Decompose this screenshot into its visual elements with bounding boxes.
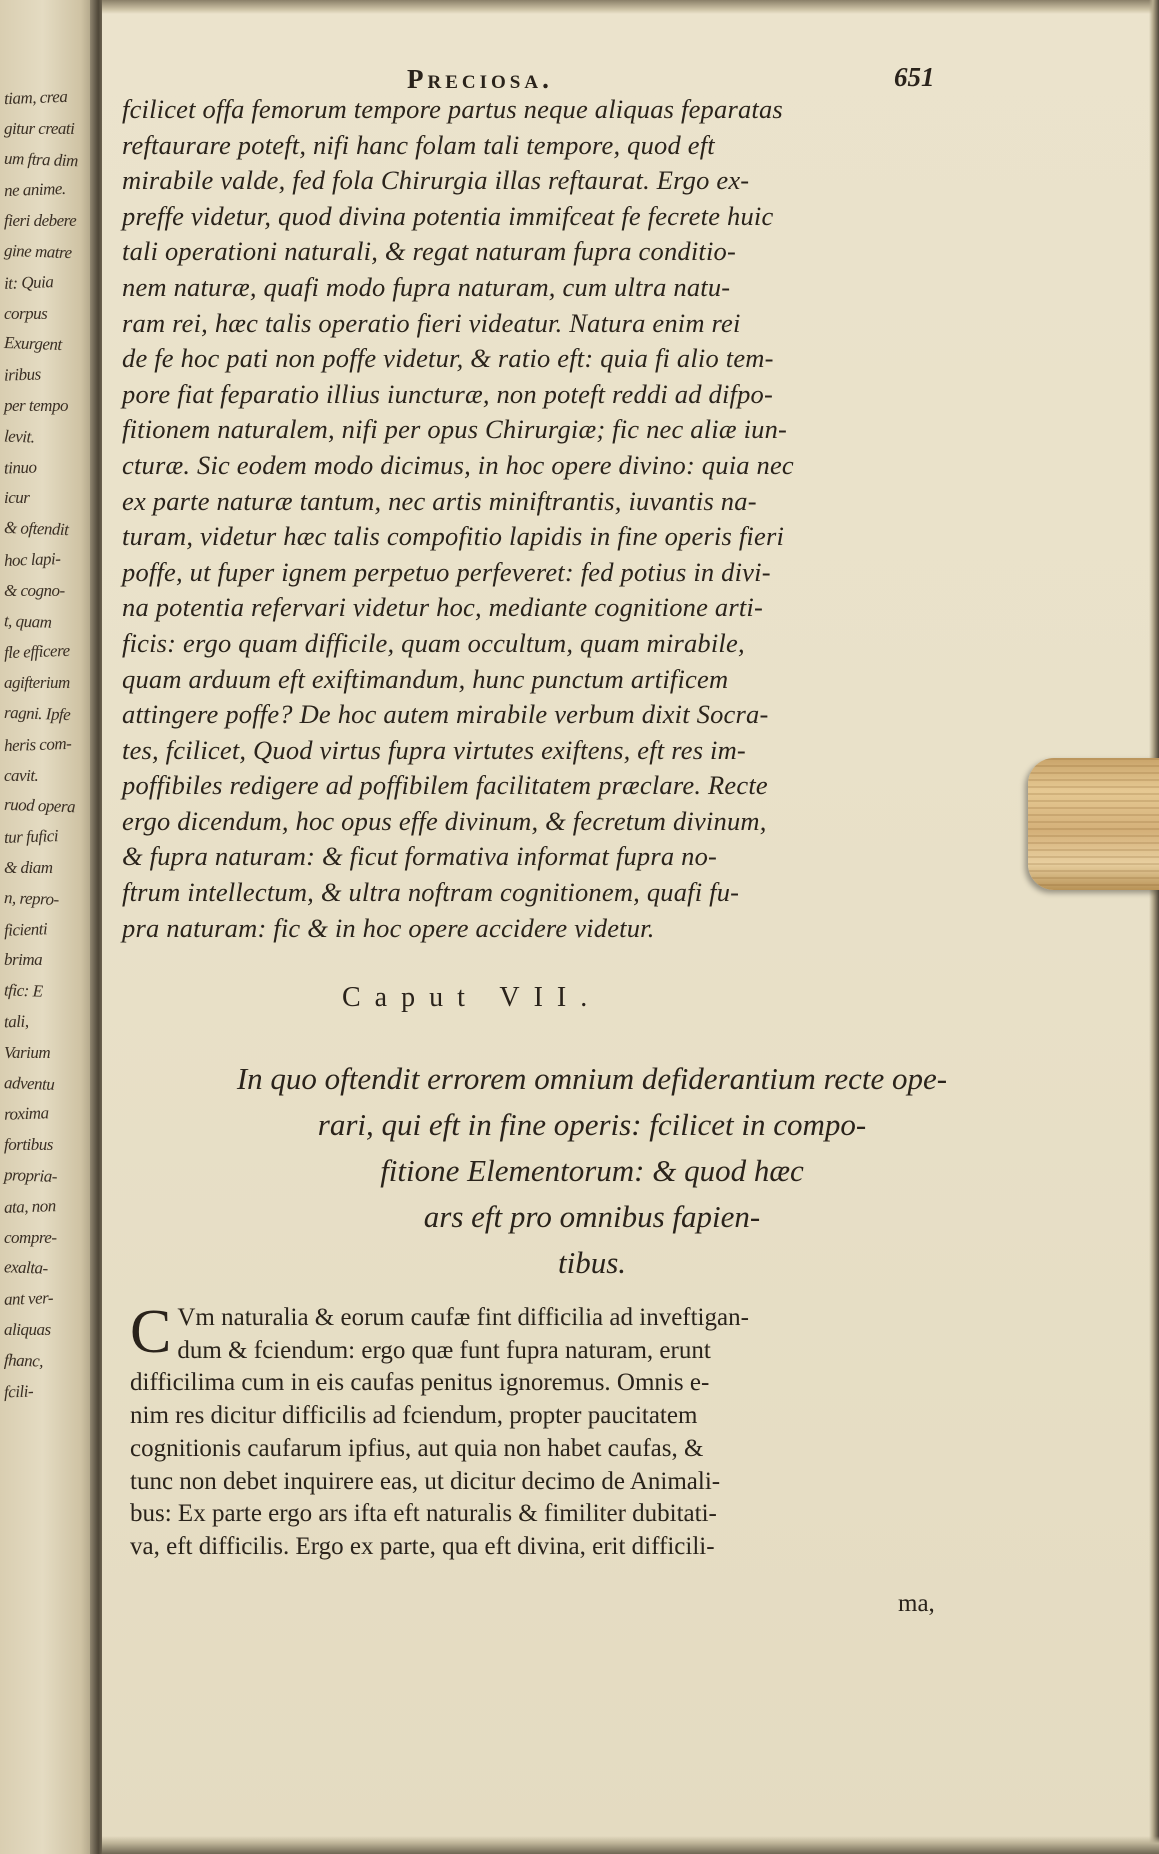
facing-page-fragment: icur <box>4 488 30 508</box>
page-bottom-edge <box>102 1836 1159 1854</box>
bookmark-ribbon <box>1028 758 1159 890</box>
facing-page-fragment: tfic: E <box>3 980 43 1001</box>
text-line: pore fiat feparatio illius iuncturæ, non poteft reddi ad difpo- <box>122 378 774 409</box>
chapter-title <box>112 1056 1072 1286</box>
facing-page-fragment: Exurgent <box>3 333 63 355</box>
chapter-title-line: ars eft pro omnibus fapien- <box>423 1199 761 1234</box>
chapter-title-line: rari, qui eft in fine operis: fcilicet in compo- <box>317 1107 867 1142</box>
text-line: tali operationi naturali, & regat naturam fupra conditio- <box>122 236 737 267</box>
facing-page-fragment: tinuo <box>3 457 37 478</box>
facing-page-fragment: & diam <box>4 858 53 877</box>
text-line: turam, videtur hæc talis compofitio lapidis in fine operis fieri <box>122 521 785 552</box>
facing-page-fragment: adventu <box>3 1072 55 1094</box>
facing-page-fragment: tali, <box>3 1011 29 1032</box>
facing-page-fragment: & oftendit <box>3 518 69 540</box>
facing-page-fragment: it: Quia <box>3 271 54 293</box>
facing-page-fragment: propria- <box>3 1165 58 1186</box>
text-line: reftaurare poteft, nifi hanc folam tali tempore, quod eft <box>122 129 715 160</box>
paragraph-line: va, eft difficilis. Ergo ex parte, qua eft divina, erit difficili- <box>130 1532 715 1560</box>
text-line: cturæ. Sic eodem modo dicimus, in hoc opere divino: quia nec <box>122 449 794 480</box>
chapter-title-line: tibus. <box>557 1245 627 1280</box>
text-line: poffe, ut fuper ignem perpetuo perfeveret: fed potius in divi- <box>122 556 771 587</box>
chapter-title-line: In quo oftendit errorem omnium defiderantium recte ope- <box>236 1061 948 1096</box>
page-number: 651 <box>894 62 935 92</box>
facing-page-fragment: gitur creati <box>4 118 75 138</box>
facing-page-fragment: n, repro- <box>3 887 60 909</box>
facing-page-fragment: ata, non <box>3 1195 57 1217</box>
facing-page-fragment: compre- <box>4 1227 57 1247</box>
text-line: na potentia refervari videtur hoc, mediante cognitione arti- <box>122 592 763 623</box>
facing-page-fragment: um ftra dim <box>3 148 79 170</box>
facing-page-fragment: ficienti <box>3 918 48 940</box>
paragraph-line: Vm naturalia & eorum caufæ fint difficilia ad inveftigan- <box>177 1304 749 1331</box>
text-line: fcilicet offa femorum tempore partus neque aliquas feparatas <box>122 94 783 124</box>
facing-page-fragment: ne anime. <box>3 179 66 201</box>
facing-page-fragment: agifterium <box>4 673 70 693</box>
facing-page-fragment: fieri debere <box>4 211 77 231</box>
paragraph-line: tunc non debet inquirere eas, ut dicitur decimo de Animali- <box>130 1467 721 1495</box>
facing-page-fragment: fhanc, <box>3 1350 44 1371</box>
facing-page-fragment: corpus <box>4 303 48 323</box>
facing-page-fragment: brima <box>4 950 43 970</box>
facing-page-fragment: ant ver- <box>3 1288 54 1310</box>
text-line: mirabile valde, fed fola Chirurgia illas reftaurat. Ergo ex- <box>122 165 750 196</box>
text-line: ex parte naturæ tantum, nec artis miniftrantis, iuvantis na- <box>122 485 757 516</box>
facing-page-fragment: gine matre <box>3 240 72 263</box>
catchword: ma, <box>898 1590 935 1617</box>
facing-page-fragment: tur fufici <box>3 826 59 848</box>
facing-page-fragment: fle efficere <box>3 641 70 663</box>
text-line: & fupra naturam: & ficut formativa informat fupra no- <box>122 841 718 872</box>
facing-page-fragment: & cogno- <box>4 580 65 600</box>
facing-page-fragment: ragni. Ipfe <box>3 702 71 725</box>
text-line: ergo dicendum, hoc opus effe divinum, & fecretum divinum, <box>122 805 767 836</box>
chapter-title-line: fitione Elementorum: & quod hæc <box>380 1153 804 1188</box>
facing-page-fragment: aliquas <box>4 1320 51 1339</box>
text-line: pra naturam: fic & in hoc opere accidere videtur. <box>122 912 655 943</box>
text-line: ftrum intellectum, & ultra noftram cognitionem, quafi fu- <box>122 877 740 908</box>
text-line: quam arduum eft exiftimandum, hunc punctum artificem <box>122 663 729 694</box>
facing-page-fragment: tiam, crea <box>3 86 68 109</box>
facing-page-fragment: t, quam <box>3 610 52 632</box>
facing-page-fragment: hoc lapi- <box>3 549 61 570</box>
page-right-edge <box>1149 0 1159 1854</box>
facing-page-fragment: cavit. <box>4 765 39 785</box>
facing-page-fragment: roxima <box>3 1103 49 1125</box>
paragraph-line: dum & fciendum: ergo quæ funt fupra naturam, erunt <box>177 1336 711 1364</box>
facing-page-fragment: iribus <box>3 364 41 385</box>
page-top-edge <box>102 0 1159 14</box>
text-line: ficis: ergo quam difficile, quam occultum, quam mirabile, <box>122 627 745 658</box>
text-line: ram rei, hæc talis operatio fieri videatur. Natura enim rei <box>122 307 741 338</box>
facing-page-fragment: levit. <box>3 426 35 447</box>
paragraph-line: difficilima cum in eis caufas penitus ignoremus. Omnis e- <box>130 1369 710 1397</box>
roman-paragraph <box>130 1298 1070 1564</box>
text-line: fitionem naturalem, nifi per opus Chirurgiæ; fic nec aliæ iun- <box>122 414 788 445</box>
facing-page-fragment: ruod opera <box>3 795 76 817</box>
text-line: preffe videtur, quod divina potentia immifceat fe fecrete huic <box>122 200 774 231</box>
facing-page-fragment: exalta- <box>3 1257 49 1279</box>
text-line: attingere poffe? De hoc autem mirabile verbum dixit Socra- <box>122 699 769 730</box>
text-line: de fe hoc pati non poffe videtur, & ratio eft: quia fi alio tem- <box>122 343 774 374</box>
book-page <box>102 0 1159 1854</box>
paragraph-line: bus: Ex parte ergo ars ifta eft naturalis & fimiliter dubitati- <box>130 1500 717 1528</box>
facing-page-fragment: per tempo <box>4 396 68 415</box>
facing-page-fragment: Varium <box>4 1042 51 1062</box>
body-text <box>122 92 1057 946</box>
paragraph-line: nim res dicitur difficilis ad fciendum, propter paucitatem <box>130 1402 698 1430</box>
text-line: tes, fcilicet, Quod virtus fupra virtutes exiftens, eft res im- <box>122 734 746 765</box>
drop-cap: C <box>130 1298 172 1366</box>
facing-page-fragment: heris com- <box>3 733 72 755</box>
facing-page-edge <box>0 0 95 1854</box>
facing-page-fragment: fortibus <box>4 1135 53 1155</box>
facing-page-fragment: fcili- <box>3 1381 34 1402</box>
chapter-heading: Caput VII. <box>342 982 602 1013</box>
text-line: poffibiles redigere ad poffibilem facilitatem præclare. Recte <box>122 770 768 801</box>
text-line: nem naturæ, quafi modo fupra naturam, cum ultra natu- <box>122 271 731 302</box>
paragraph-line: cognitionis caufarum ipfius, aut quia non habet caufas, & <box>130 1434 704 1462</box>
running-head: Preciosa. <box>407 64 553 94</box>
